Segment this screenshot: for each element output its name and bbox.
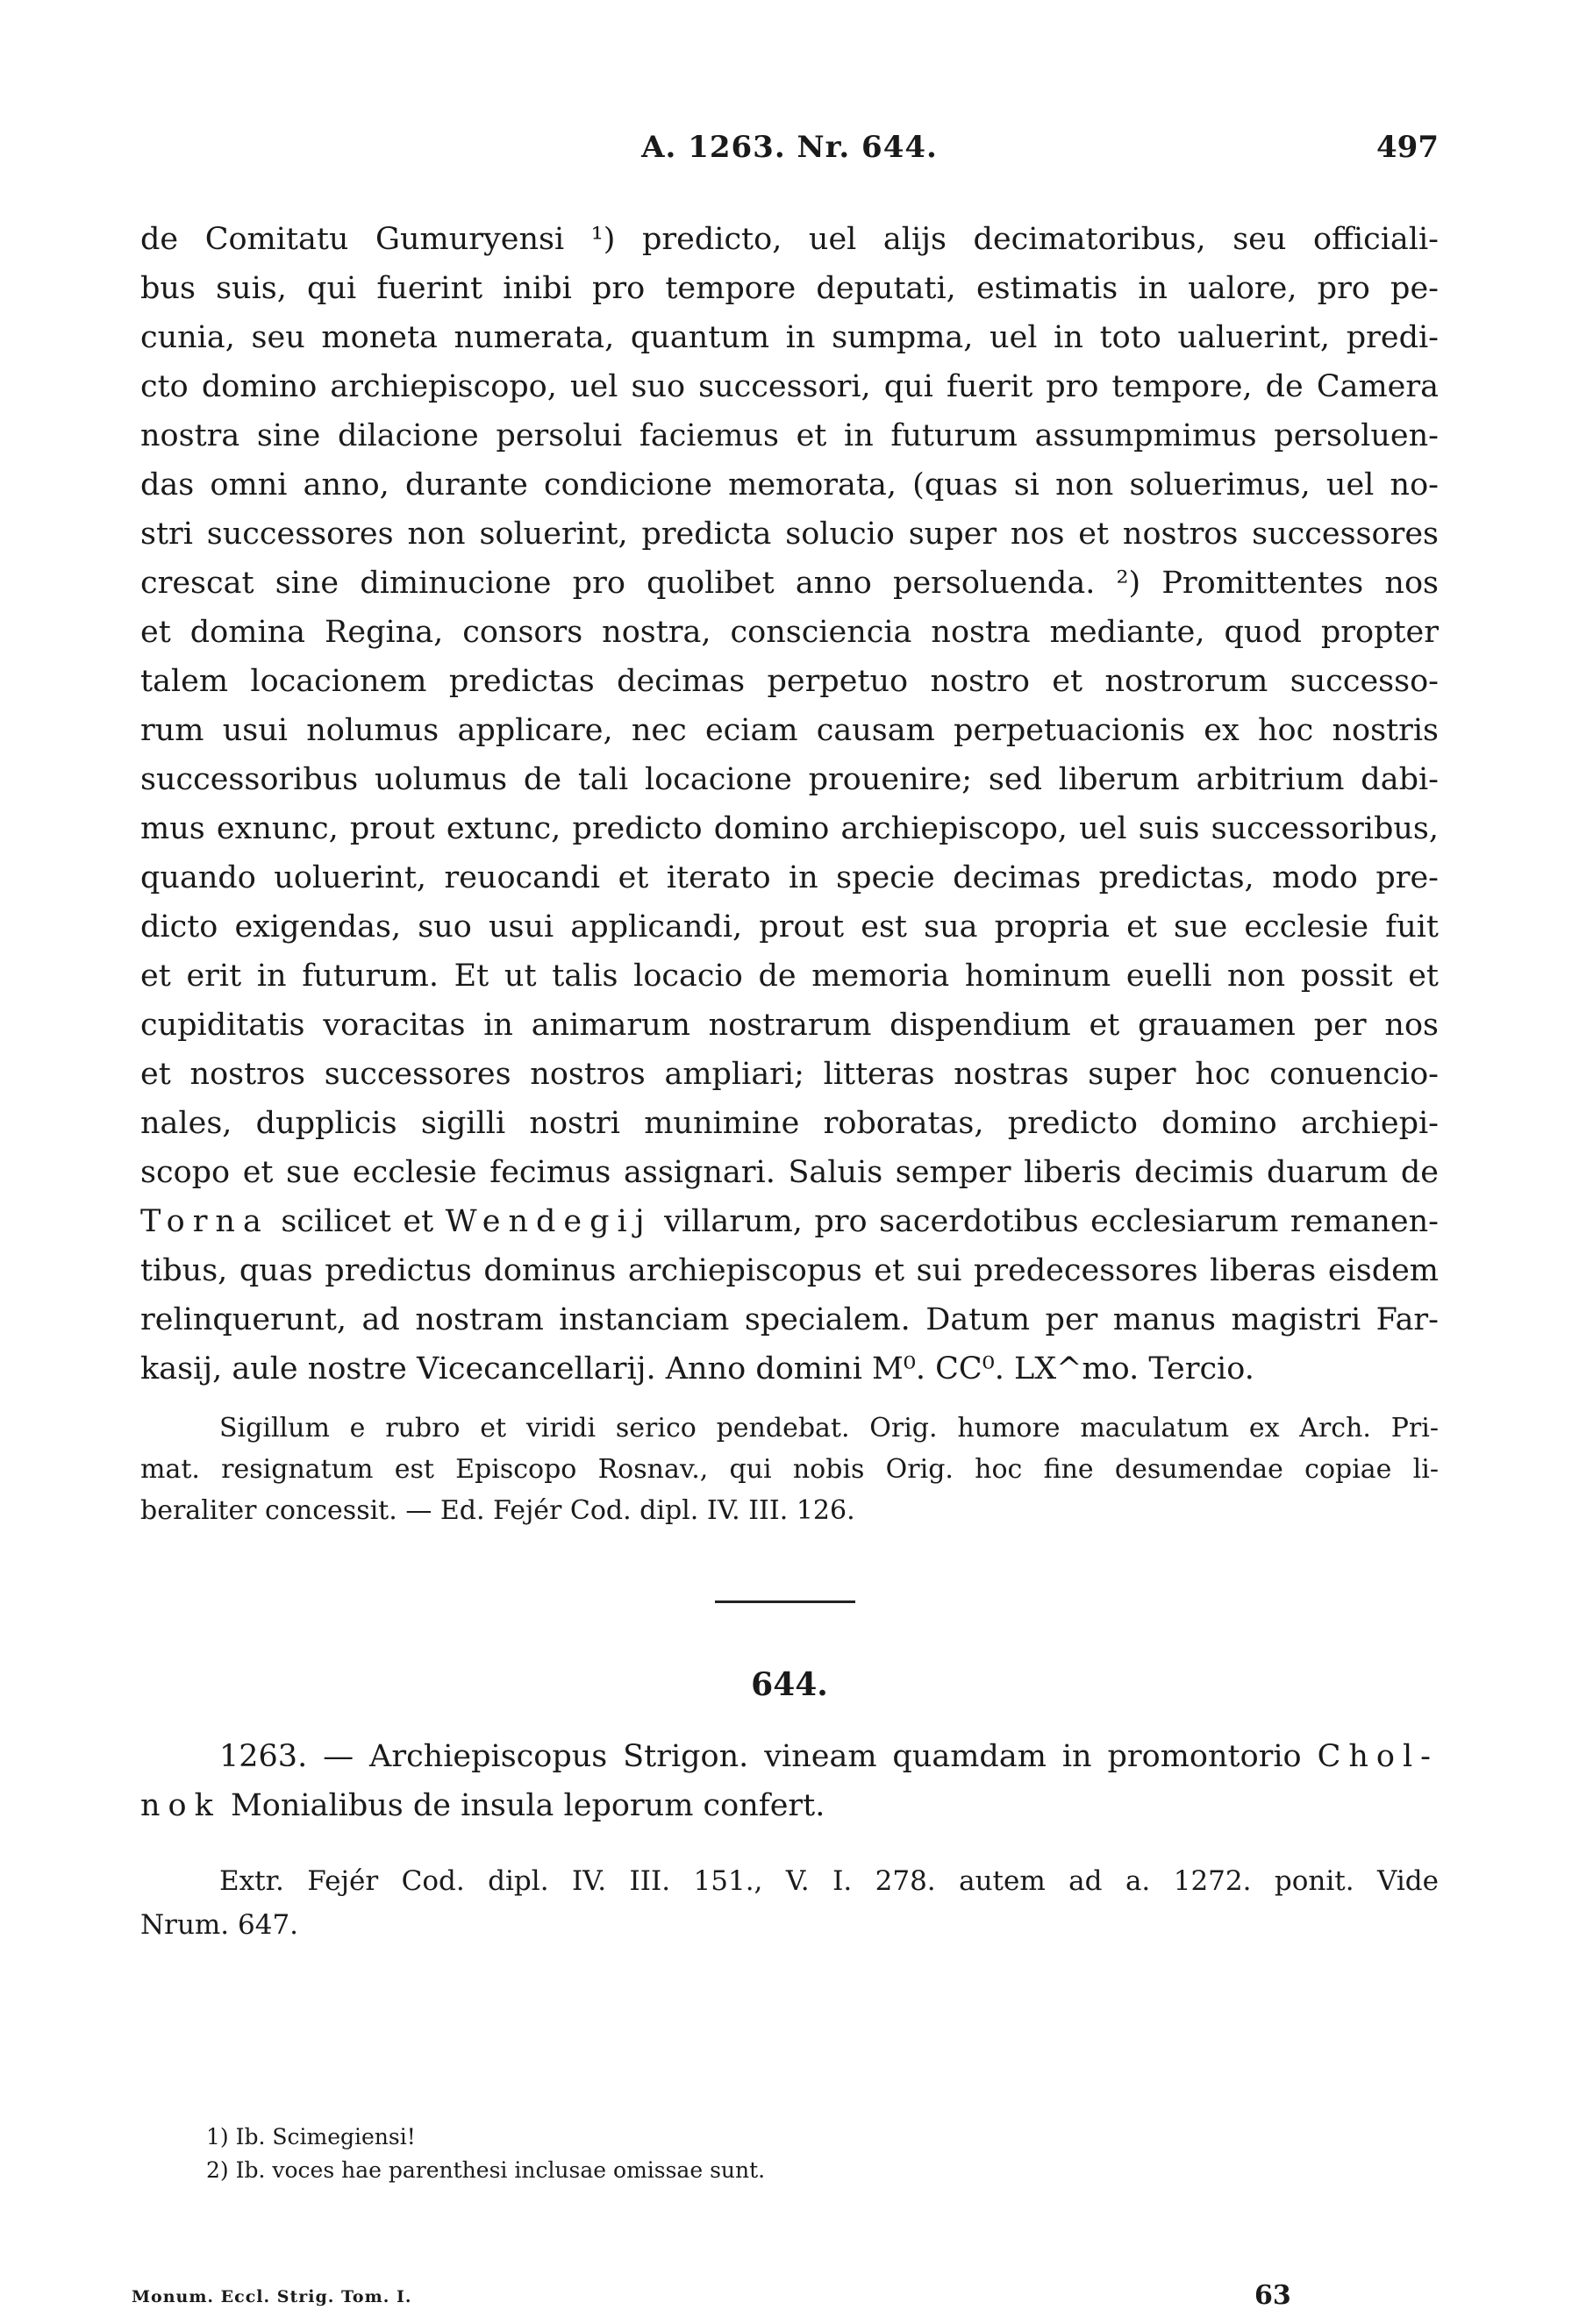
printer-signature: Monum. Eccl. Strig. Tom. I. bbox=[132, 2287, 412, 2306]
footnote: 1) Ib. Scimegiensi! bbox=[206, 2124, 416, 2149]
text-line: kasij, aule nostre Vicecancellarij. Anno domini M⁰. CC⁰. LX^mo. Tercio. bbox=[140, 1351, 1254, 1387]
text-line: nales, dupplicis sigilli nostri munimine roboratas, predicto domino archiepi- bbox=[140, 1106, 1439, 1141]
text-line: rum usui nolumus applicare, nec eciam causam perpetuacionis ex hoc nostris bbox=[140, 713, 1439, 748]
document-summary bbox=[140, 1732, 1439, 1830]
footnotes bbox=[206, 2121, 765, 2187]
text-line: scopo et sue ecclesie fecimus assignari. Saluis semper liberis decimis duarum de bbox=[140, 1155, 1439, 1190]
charter-text bbox=[140, 215, 1439, 1394]
page-number: 497 bbox=[1376, 130, 1439, 165]
place-name-torna: Torna bbox=[140, 1204, 269, 1239]
text-line: mus exnunc, prout extunc, predicto domino archiepiscopo, uel suis successoribus, bbox=[140, 811, 1439, 846]
text-line: das omni anno, durante condicione memorata, (quas si non soluerimus, uel no- bbox=[140, 467, 1439, 503]
place-name-wendegij: Wendegij bbox=[445, 1204, 653, 1239]
summary-line bbox=[140, 1781, 1439, 1830]
running-title: A. 1263. Nr. 644. bbox=[641, 130, 938, 165]
sheet-number: 63 bbox=[1254, 2280, 1291, 2311]
text-line: cunia, seu moneta numerata, quantum in sumpma, uel in toto ualuerint, predi- bbox=[140, 320, 1439, 355]
text-line: relinquerunt, ad nostram instanciam specialem. Datum per manus magistri Far- bbox=[140, 1302, 1439, 1337]
text-line: de Comitatu Gumuryensi ¹) predicto, uel alijs decimatoribus, seu officiali- bbox=[140, 222, 1439, 257]
text-fragment: villarum, pro sacerdotibus ecclesiarum remanen- bbox=[652, 1204, 1439, 1239]
document-number: 644. bbox=[751, 1666, 828, 1703]
text-line: crescat sine diminucione pro quolibet anno persoluenda. ²) Promittentes nos bbox=[140, 566, 1439, 601]
text-fragment: scilicet et bbox=[268, 1204, 446, 1239]
note-line: mat. resignatum est Episcopo Rosnav., qui nobis Orig. hoc fine desumendae copiae li- bbox=[140, 1454, 1439, 1485]
text-line: talem locacionem predictas decimas perpetuo nostro et nostrorum successo- bbox=[140, 664, 1439, 699]
text-line: nostra sine dilacione persolui faciemus et in futurum assumpmimus persoluen- bbox=[140, 418, 1439, 453]
text-line: quando uoluerint, reuocandi et iterato in specie decimas predictas, modo pre- bbox=[140, 860, 1439, 895]
text-line: cto domino archiepiscopo, uel suo successori, qui fuerit pro tempore, de Camera bbox=[140, 369, 1439, 404]
page-header bbox=[140, 130, 1439, 174]
text-line: et erit in futurum. Et ut talis locacio de memoria hominum euelli non possit et bbox=[140, 959, 1439, 994]
text-line: stri successores non soluerint, predicta solucio super nos et nostros successores bbox=[140, 517, 1439, 552]
source-reference bbox=[140, 1859, 1439, 1947]
summary-text: Monialibus de insula leporum confert. bbox=[220, 1788, 825, 1823]
section-divider bbox=[715, 1600, 855, 1603]
summary-text: 1263. — Archiepiscopus Strigon. vineam quamdam in promontorio bbox=[219, 1739, 1318, 1774]
text-line: bus suis, qui fuerint inibi pro tempore deputati, estimatis in ualore, pro pe- bbox=[140, 271, 1439, 306]
text-line: et nostros successores nostros ampliari; litteras nostras super hoc conuencio- bbox=[140, 1057, 1439, 1092]
summary-line bbox=[140, 1732, 1439, 1781]
text-line-place-names bbox=[140, 1197, 1439, 1246]
editorial-note bbox=[140, 1408, 1439, 1531]
place-name-cholnok-end: nok bbox=[140, 1788, 221, 1823]
source-line: Extr. Fejér Cod. dipl. IV. III. 151., V. I. 278. autem ad a. 1272. ponit. Vide bbox=[219, 1865, 1439, 1897]
source-line: Nrum. 647. bbox=[140, 1909, 299, 1941]
text-line: dicto exigendas, suo usui applicandi, prout est sua propria et sue ecclesie fuit bbox=[140, 909, 1439, 945]
text-line: tibus, quas predictus dominus archiepiscopus et sui predecessores liberas eisdem bbox=[140, 1253, 1439, 1288]
place-name-cholnok: Chol- bbox=[1317, 1739, 1439, 1774]
text-line: cupiditatis voracitas in animarum nostrarum dispendium et grauamen per nos bbox=[140, 1008, 1439, 1043]
text-line: successoribus uolumus de tali locacione prouenire; sed liberum arbitrium dabi- bbox=[140, 762, 1439, 797]
note-line: Sigillum e rubro et viridi serico pendebat. Orig. humore maculatum ex Arch. Pri- bbox=[219, 1413, 1439, 1444]
footnote: 2) Ib. voces hae parenthesi inclusae omissae sunt. bbox=[206, 2157, 766, 2183]
note-line: beraliter concessit. — Ed. Fejér Cod. dipl. IV. III. 126. bbox=[140, 1495, 855, 1526]
text-line: et domina Regina, consors nostra, consciencia nostra mediante, quod propter bbox=[140, 615, 1439, 650]
